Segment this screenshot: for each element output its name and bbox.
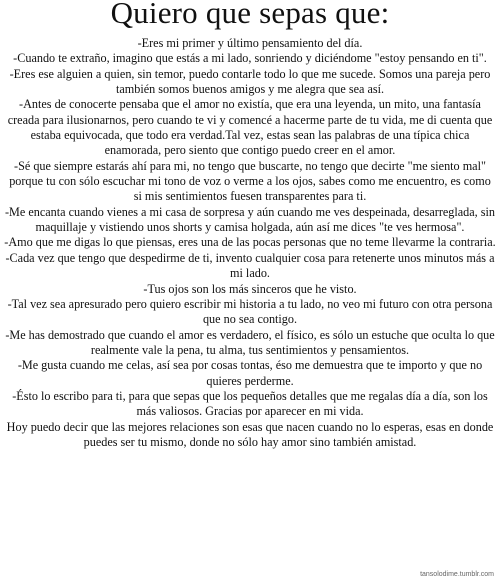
paragraph: -Sé que siempre estarás ahí para mi, no tengo que buscarte, no tengo que decirte "me siento mal" porque tu con sólo escuchar mi tono de voz o verme a los ojos, sabes como me encuentro, es como si mis sentimientos fuesen transparentes para ti. [9, 158, 491, 204]
paragraph: -Ésto lo escribo para ti, para que sepas que los pequeños detalles que me regalas día a día, son los más valiosos. Gracias por aparecer en mi vida. [12, 388, 488, 419]
paragraph: -Tus ojos son los más sinceros que he visto. [143, 281, 357, 296]
paragraph: -Antes de conocerte pensaba que el amor no existía, que era una leyenda, un mito, una fantasía creada para ilusionarnos, pero cuando te vi y comencé a hacerme parte de tu vida, me di cuenta que estaba equivocada, que todo era verdad.Tal vez, estas sean las palabras de una típica chica enamorada, pero siento que contigo puedo creer en el amor. [7, 97, 493, 158]
paragraph: -Amo que me digas lo que piensas, eres una de las pocas personas que no teme llevarme la contraria. [4, 235, 496, 250]
paragraph: -Me has demostrado que cuando el amor es verdadero, el físico, es sólo un estuche que oculta lo que realmente vale la pena, tu alma, tus sentimientos y pensamientos. [5, 327, 495, 357]
paragraph: -Me gusta cuando me celas, así sea por cosas tontas, éso me demuestra que te importo y que no quieres perderme. [17, 358, 483, 388]
paragraph: Hoy puedo decir que las mejores relaciones son esas que nacen cuando no lo esperas, esas en donde puedes ser tu mismo, donde no sólo hay amor sino también amistad. [6, 419, 494, 449]
paragraph: -Me encanta cuando vienes a mi casa de sorpresa y aún cuando me ves despeinada, desarreglada, sin maquillaje y vistiendo unos shorts y camisa holgada, aún así me dices "te ves hermosa". [4, 204, 495, 235]
paragraph: -Cuando te extraño, imagino que estás a mi lado, sonriendo y diciéndome "estoy pensando en ti". [13, 51, 487, 66]
paragraph: -Eres mi primer y último pensamiento del día. [137, 36, 363, 50]
paragraph: -Cada vez que tengo que despedirme de ti, invento cualquier cosa para retenerte unos minutos más a mi lado. [5, 250, 495, 281]
letter-body [4, 36, 496, 450]
watermark: tansolodime.tumblr.com [420, 571, 494, 578]
paragraph: -Eres ese alguien a quien, sin temor, puedo contarle todo lo que me sucede. Somos una pareja pero también somos buenos amigos y me alegra que sea así. [9, 66, 491, 97]
paragraph: -Tal vez sea apresurado pero quiero escribir mi historia a tu lado, no veo mi futuro con otra persona que no sea contigo. [7, 296, 493, 327]
page-title: Quiero que sepas que: [110, 0, 390, 30]
